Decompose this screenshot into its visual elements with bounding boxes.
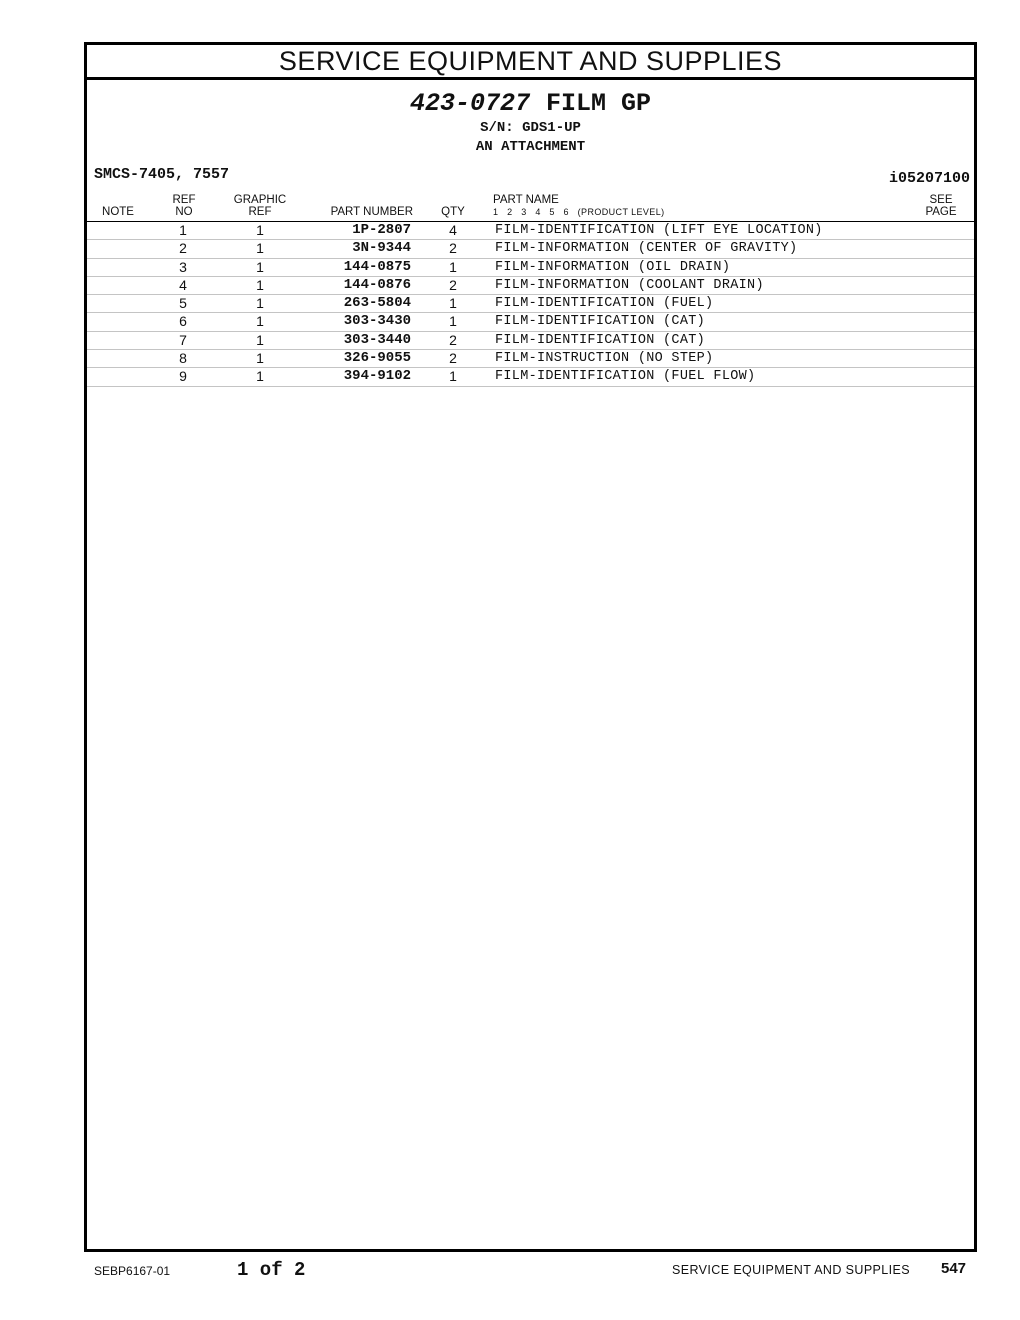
- table-row: [87, 240, 974, 258]
- graphic-ref: 1: [256, 240, 264, 257]
- page-of-indicator: 1 of 2: [237, 1259, 306, 1281]
- ref-no: 8: [179, 350, 187, 367]
- part-name: FILM-IDENTIFICATION (CAT): [495, 314, 706, 330]
- table-row: [87, 350, 974, 368]
- footer-section-title: SERVICE EQUIPMENT AND SUPPLIES: [672, 1263, 910, 1277]
- group-heading: [87, 89, 974, 157]
- part-name: FILM-INFORMATION (CENTER OF GRAVITY): [495, 241, 798, 257]
- quantity: 4: [449, 222, 457, 238]
- quantity: 1: [449, 368, 457, 385]
- graphic-ref: 1: [256, 368, 264, 385]
- parts-table-body: [87, 222, 974, 387]
- ref-no: 7: [179, 331, 187, 348]
- quantity: 2: [449, 240, 457, 257]
- graphic-ref: 1: [256, 222, 264, 238]
- quantity: 2: [449, 350, 457, 367]
- product-level-scale: 1 2 3 4 5 6 (PRODUCT LEVEL): [493, 207, 665, 217]
- graphic-ref: 1: [256, 276, 264, 293]
- group-part-number: 423-0727: [409, 89, 530, 118]
- ref-no: 6: [179, 313, 187, 330]
- part-number[interactable]: 144-0875: [343, 258, 411, 275]
- part-name: FILM-INFORMATION (OIL DRAIN): [495, 259, 731, 275]
- part-name: FILM-IDENTIFICATION (LIFT EYE LOCATION): [495, 223, 823, 238]
- table-row: [87, 368, 974, 386]
- part-number[interactable]: 326-9055: [343, 350, 411, 367]
- part-number[interactable]: 144-0876: [343, 276, 411, 293]
- table-row: [87, 313, 974, 331]
- col-qty: QTY: [441, 206, 465, 218]
- ref-no: 9: [179, 368, 187, 385]
- part-number[interactable]: 263-5804: [343, 295, 411, 312]
- ref-no: 5: [179, 295, 187, 312]
- table-row: [87, 259, 974, 277]
- table-row: [87, 332, 974, 350]
- col-ref-no: REF NO: [172, 194, 196, 218]
- table-header: [87, 187, 974, 222]
- col-part-name: PART NAME 1 2 3 4 5 6 (PRODUCT LEVEL): [493, 194, 665, 217]
- quantity: 1: [449, 295, 457, 312]
- illustration-id: i05207100: [888, 170, 970, 187]
- quantity: 1: [449, 313, 457, 330]
- part-name: FILM-IDENTIFICATION (FUEL FLOW): [495, 369, 756, 385]
- graphic-ref: 1: [256, 313, 264, 330]
- part-number[interactable]: 394-9102: [343, 368, 411, 385]
- part-number[interactable]: 303-3430: [343, 313, 411, 330]
- document-id: SEBP6167-01: [94, 1264, 171, 1278]
- group-category: AN ATTACHMENT: [475, 139, 586, 155]
- part-name: FILM-IDENTIFICATION (CAT): [495, 332, 706, 348]
- col-note: NOTE: [102, 206, 134, 218]
- smcs-code: SMCS-7405, 7557: [94, 166, 230, 183]
- ref-no: 3: [179, 258, 187, 275]
- table-row: [87, 295, 974, 313]
- quantity: 1: [449, 258, 457, 275]
- serial-number: S/N: GDS1-UP: [480, 120, 581, 136]
- graphic-ref: 1: [256, 350, 264, 367]
- ref-no: 2: [179, 240, 187, 257]
- section-banner: SERVICE EQUIPMENT AND SUPPLIES: [87, 45, 974, 80]
- ref-no: 1: [179, 222, 187, 238]
- part-name: FILM-IDENTIFICATION (FUEL): [495, 296, 714, 312]
- table-row: [87, 222, 974, 240]
- graphic-ref: 1: [256, 331, 264, 348]
- part-name: FILM-INSTRUCTION (NO STEP): [495, 351, 714, 367]
- group-part-name: FILM GP: [546, 89, 652, 118]
- quantity: 2: [449, 276, 457, 293]
- ref-no: 4: [179, 276, 187, 293]
- col-see-page: SEE PAGE: [925, 194, 957, 218]
- graphic-ref: 1: [256, 258, 264, 275]
- table-row: [87, 277, 974, 295]
- part-name: FILM-INFORMATION (COOLANT DRAIN): [495, 277, 764, 293]
- part-number[interactable]: 303-3440: [343, 331, 411, 348]
- col-graphic-ref: GRAPHIC REF: [233, 194, 287, 218]
- col-part-number: PART NUMBER: [330, 206, 413, 218]
- page-footer: [0, 1256, 1020, 1286]
- graphic-ref: 1: [256, 295, 264, 312]
- part-number[interactable]: 3N-9344: [352, 240, 411, 257]
- quantity: 2: [449, 331, 457, 348]
- part-number[interactable]: 1P-2807: [352, 222, 411, 238]
- page-number: 547: [941, 1260, 967, 1277]
- page-frame: [84, 42, 977, 1252]
- group-title: [87, 89, 974, 119]
